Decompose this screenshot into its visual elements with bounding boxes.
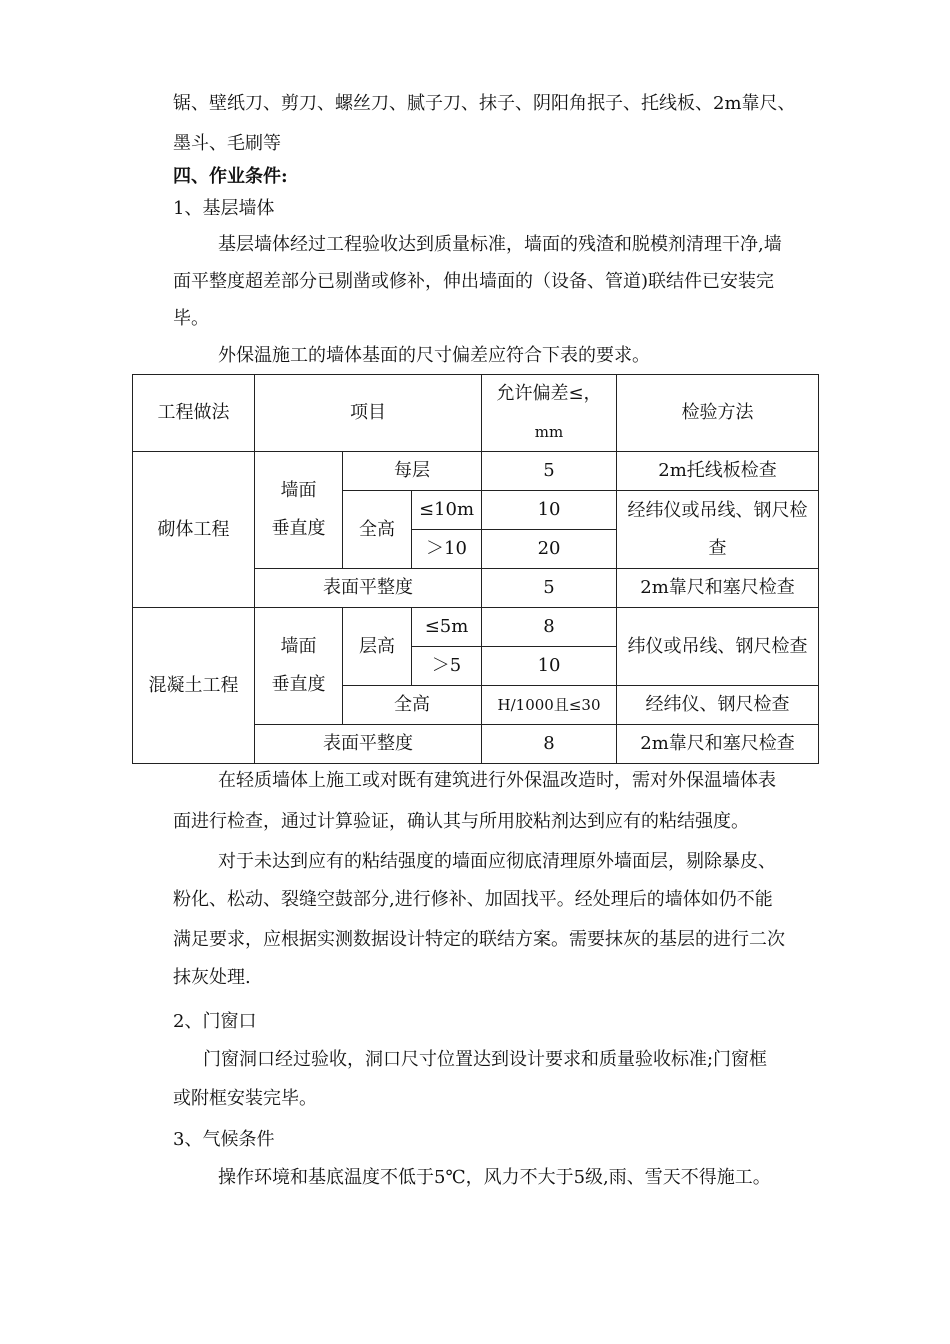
masonry-vertical-line2: 垂直度 [271, 518, 326, 539]
concrete-le5: ≤5m [412, 608, 482, 647]
paragraph-line: 粉化、松动、裂缝空鼓部分,进行修补、加固找平。经处理后的墙体如仍不能 [173, 889, 773, 910]
header-tolerance [482, 375, 617, 452]
masonry-gt10-value: 20 [482, 530, 617, 569]
paragraph-line: 满足要求，应根据实测数据设计特定的联结方案。需要抹灰的基层的进行二次 [173, 929, 785, 950]
header-tolerance-line2: mm [534, 423, 564, 441]
subsection-title-3: 3、气候条件 [173, 1129, 275, 1150]
masonry-flatness-method: 2m靠尺和塞尺检查 [617, 569, 819, 608]
masonry-label: 砌体工程 [133, 452, 255, 608]
subsection-title-1: 1、基层墙体 [173, 198, 275, 219]
concrete-gt5-value: 10 [482, 647, 617, 686]
table-row [133, 608, 819, 647]
concrete-flatness-value: 8 [482, 725, 617, 764]
masonry-le10-value: 10 [482, 491, 617, 530]
tolerance-table [132, 374, 819, 764]
concrete-vertical-line1: 墙面 [280, 636, 317, 657]
masonry-vertical-line1: 墙面 [280, 480, 317, 501]
concrete-floor-height: 层高 [343, 608, 412, 686]
concrete-floor-height-method: 纬仪或吊线、钢尺检查 [617, 608, 819, 686]
paragraph-line: 对于未达到应有的粘结强度的墙面应彻底清理原外墙面层，剔除暴皮、 [218, 851, 776, 872]
masonry-vertical [255, 452, 343, 569]
paragraph-line: 抹灰处理. [173, 967, 251, 988]
masonry-method-line1: 经纬仪或吊线、钢尺检 [627, 499, 808, 521]
masonry-flatness-value: 5 [482, 569, 617, 608]
concrete-le5-value: 8 [482, 608, 617, 647]
header-item: 项目 [255, 375, 482, 452]
masonry-full-height: 全高 [343, 491, 412, 569]
intro-line-2: 墨斗、毛刷等 [173, 133, 281, 154]
masonry-per-floor-value: 5 [482, 452, 617, 491]
masonry-flatness: 表面平整度 [255, 569, 482, 608]
header-tolerance-line1: 允许偏差≤， [496, 383, 602, 404]
header-method: 工程做法 [133, 375, 255, 452]
masonry-per-floor-method: 2m托线板检查 [617, 452, 819, 491]
table-row [133, 452, 819, 491]
paragraph-line: 面进行检查，通过计算验证，确认其与所用胶粘剂达到应有的粘结强度。 [173, 811, 749, 832]
paragraph-line: 在轻质墙体上施工或对既有建筑进行外保温改造时，需对外保温墙体表 [218, 770, 776, 791]
subsection-title-2: 2、门窗口 [173, 1011, 257, 1032]
table-intro: 外保温施工的墙体基面的尺寸偏差应符合下表的要求。 [218, 345, 650, 366]
masonry-method-line2: 查 [708, 537, 727, 559]
concrete-flatness: 表面平整度 [255, 725, 482, 764]
concrete-gt5: ＞5 [412, 647, 482, 686]
masonry-per-floor: 每层 [343, 452, 482, 491]
paragraph-line: 操作环境和基底温度不低于5℃，风力不大于5级,雨、雪天不得施工。 [218, 1167, 771, 1188]
concrete-vertical [255, 608, 343, 725]
paragraph-line: 面平整度超差部分已剔凿或修补，伸出墙面的（设备、管道)联结件已安装完 [173, 271, 775, 292]
masonry-le10: ≤10m [412, 491, 482, 530]
concrete-full-height-value: H/1000且≤30 [482, 686, 617, 725]
concrete-flatness-method: 2m靠尺和塞尺检查 [617, 725, 819, 764]
concrete-vertical-line2: 垂直度 [271, 674, 326, 695]
table-header-row [133, 375, 819, 452]
concrete-full-height: 全高 [343, 686, 482, 725]
intro-line-1: 锯、壁纸刀、剪刀、螺丝刀、腻子刀、抹子、阴阳角抿子、托线板、2m靠尺、 [173, 93, 796, 114]
section-heading: 四、作业条件: [173, 166, 288, 187]
paragraph-line: 基层墙体经过工程验收达到质量标准，墙面的残渣和脱模剂清理干净,墙 [218, 234, 782, 255]
masonry-full-height-method [617, 491, 819, 569]
concrete-label: 混凝土工程 [133, 608, 255, 764]
paragraph-line: 或附框安装完毕。 [173, 1088, 317, 1109]
concrete-full-height-method: 经纬仪、钢尺检查 [617, 686, 819, 725]
header-inspection: 检验方法 [617, 375, 819, 452]
masonry-gt10: ＞10 [412, 530, 482, 569]
paragraph-line: 毕。 [173, 308, 209, 329]
paragraph-line: 门窗洞口经过验收，洞口尺寸位置达到设计要求和质量验收标准;门窗框 [203, 1049, 768, 1070]
